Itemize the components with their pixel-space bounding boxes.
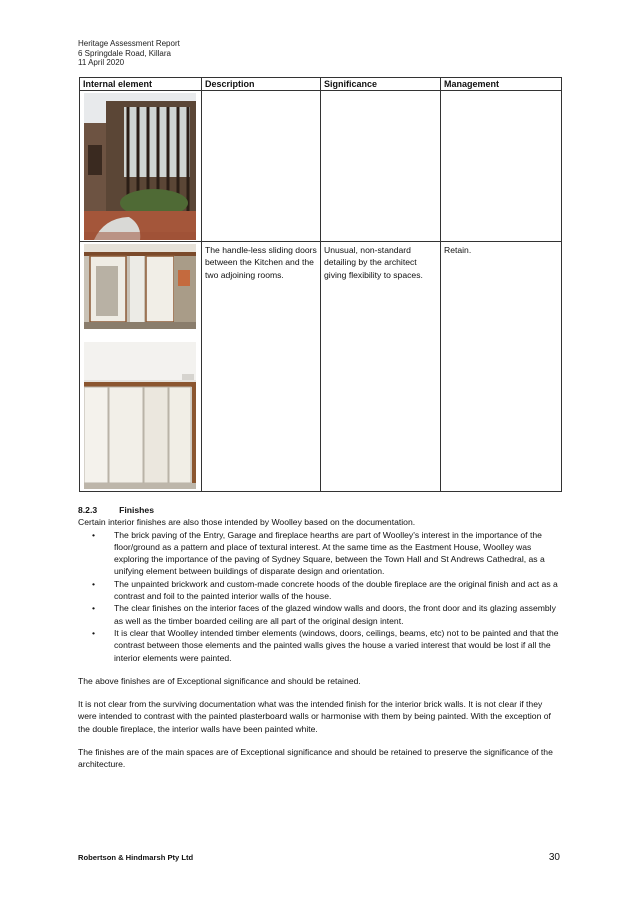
significance-cell: Unusual, non-standard detailing by the architect giving flexibility to spaces. <box>321 242 441 492</box>
paragraph-brick-walls: It is not clear from the surviving documentation what was the intended finish for the interior brick walls. It is not clear if they were intended to contrast with the painted plasterboard walls or harmonise with them by being painted. With the exception of the double fireplace, the interior walls have been painted white. <box>78 699 551 734</box>
footer-firm-name: Robertson & Hindmarsh Pty Ltd <box>78 853 194 862</box>
element-photo-cell <box>80 242 202 492</box>
description-cell: The handle-less sliding doors between the Kitchen and the two adjoining rooms. <box>202 242 321 492</box>
page-footer <box>78 852 560 863</box>
table-header-row <box>80 78 562 91</box>
list-item <box>92 627 560 664</box>
column-header-internal-element: Internal element <box>80 78 202 91</box>
sliding-doors-closed-photo <box>84 342 196 489</box>
significance-cell <box>321 91 441 242</box>
section-intro: Certain interior finishes are also those intended by Woolley based on the documentation. <box>78 517 416 528</box>
column-header-management: Management <box>441 78 562 91</box>
header-date: 11 April 2020 <box>78 58 125 68</box>
list-item-text: The clear finishes on the interior faces of the glazed window walls and doors, the front door and its glazing assembly as well as the timber boarded ceiling are all part of the original design intent. <box>114 603 556 626</box>
section-number: 8.2.3 <box>78 505 98 515</box>
list-item-text: It is clear that Woolley intended timber elements (windows, doors, ceilings, beams, etc) not to be painted and that the contrast between those elements and the painted walls gives the house a varied interest that would be lost if all the interior elements were painted. <box>114 627 559 663</box>
column-header-description: Description <box>202 78 321 91</box>
column-header-significance: Significance <box>321 78 441 91</box>
header-report-title: Heritage Assessment Report <box>78 39 180 48</box>
bullet-icon: • <box>92 627 96 638</box>
bullet-icon: • <box>92 603 96 614</box>
finishes-section <box>78 504 560 771</box>
list-item-text: The brick paving of the Entry, Garage and fireplace hearths are part of Woolley's interest in the importance of the floor/ground as a pattern and place of textural interest. At the same time as the Eastment House, Woolley was exploring the importance of the paving of Sydney Square, between the Town Hall and St Andrews Cathedral, as a unifying element between buildings of disparate design and orientation. <box>114 529 545 577</box>
paragraph-main-spaces: The finishes are of the main spaces are of Exceptional significance and should be retained to preserve the significance of the architecture. <box>78 747 553 770</box>
list-item <box>92 602 560 627</box>
section-heading <box>78 504 560 516</box>
finishes-bullet-list <box>78 529 560 664</box>
bullet-icon: • <box>92 529 96 540</box>
table-row <box>80 242 562 492</box>
list-item <box>92 578 560 603</box>
page-header <box>78 39 180 68</box>
list-item <box>92 529 560 578</box>
page-number: 30 <box>548 852 560 863</box>
bullet-icon: • <box>92 578 96 589</box>
table-row <box>80 91 562 242</box>
internal-elements-table <box>79 77 562 492</box>
management-cell <box>441 91 562 242</box>
description-cell <box>202 91 321 242</box>
section-title: Finishes <box>119 505 154 515</box>
sliding-doors-open-photo <box>84 244 196 329</box>
list-item-text: The unpainted brickwork and custom-made concrete hoods of the double fireplace are the original finish and act as a contrast and foil to the painted interior walls of the house. <box>114 578 558 602</box>
paragraph-exceptional-finishes: The above finishes are of Exceptional significance and should be retained. <box>78 675 361 686</box>
management-cell: Retain. <box>441 242 562 492</box>
element-photo-cell <box>80 91 202 242</box>
courtyard-photo <box>84 93 196 240</box>
header-address: 6 Springdale Road, Killara <box>78 48 171 58</box>
